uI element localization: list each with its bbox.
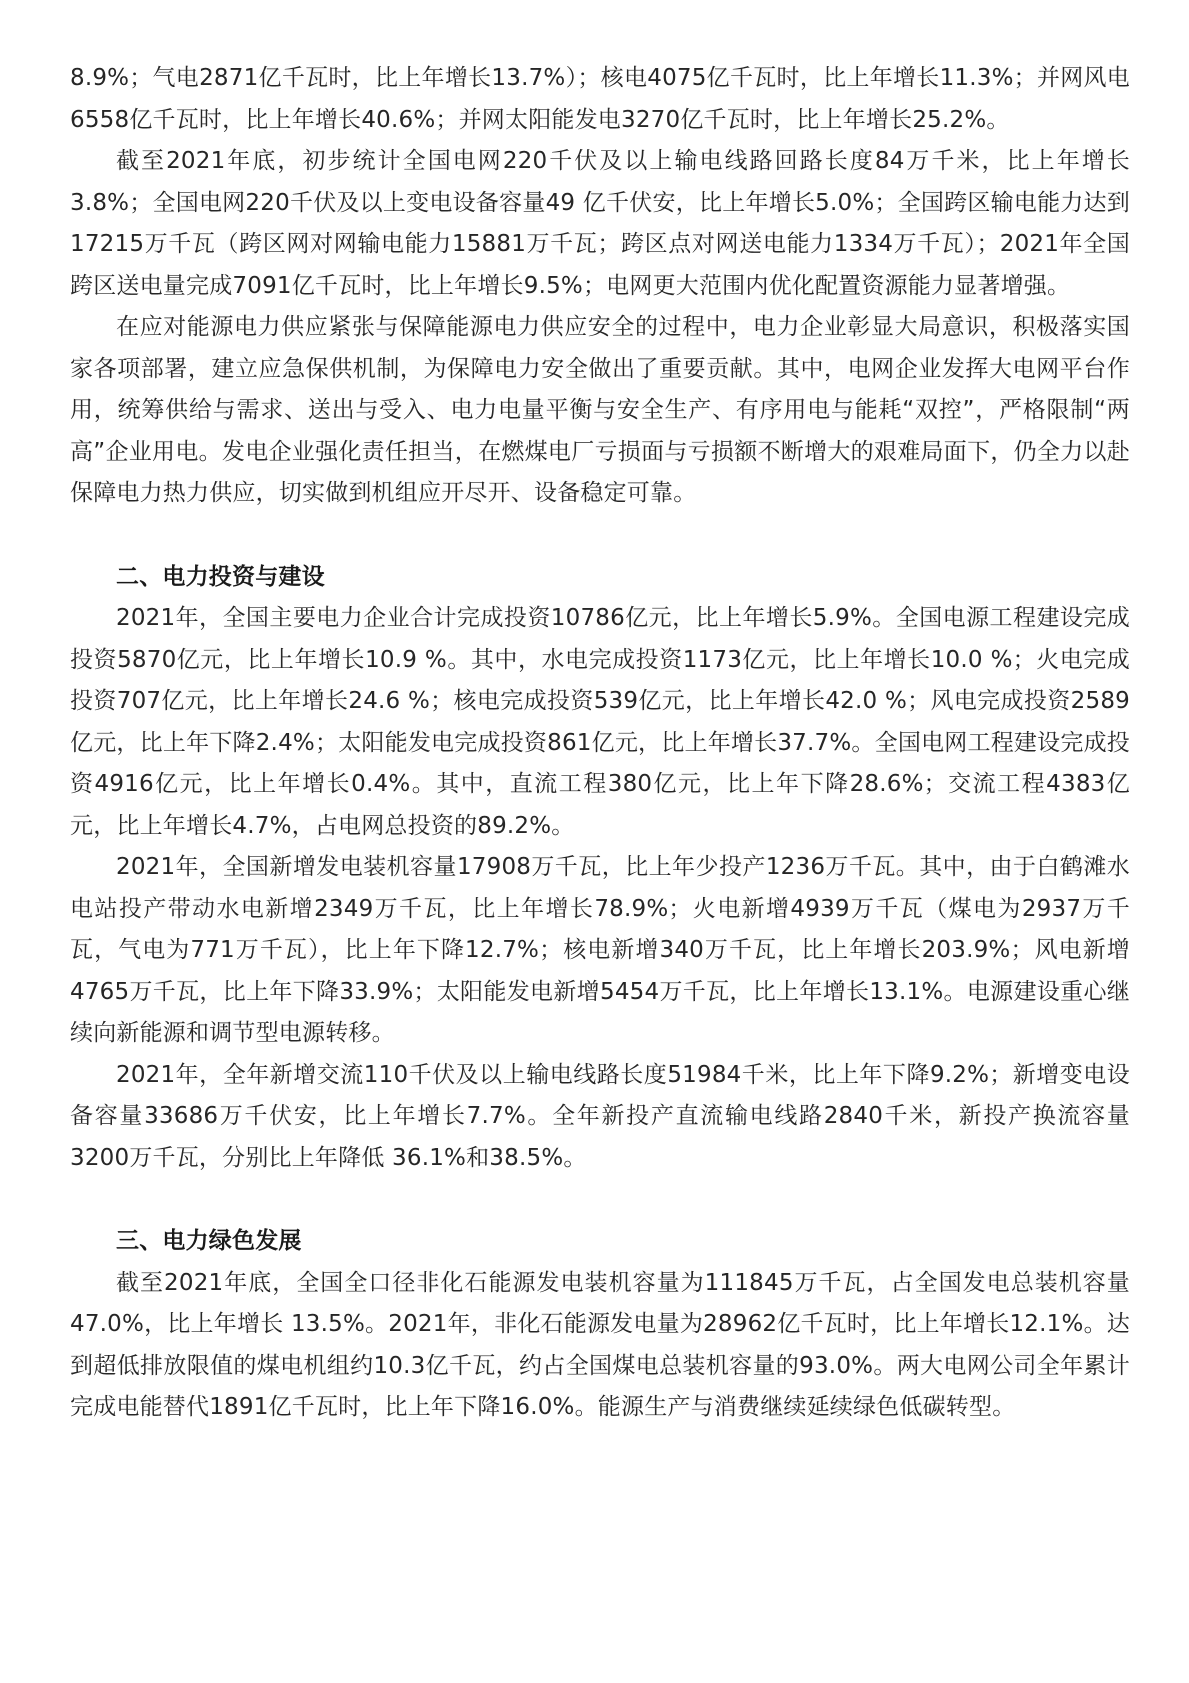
paragraph-investment: 2021年，全国主要电力企业合计完成投资10786亿元，比上年增长5.9%。全国电源工程建设完成投资5870亿元，比上年增长10.9 %。其中，水电完成投资1173亿元，比上年增长10.0 %；火电完成投资707亿元，比上年增长24.6 %；核电完成投资539亿元，比上年增长42.0 %；风电完成投资2589亿元，比上年下降2.4%；太阳能发电完成投资861亿元，比上年增长37.7%。全国电网工程建设完成投资4916亿元，比上年增长0.4%。其中，直流工程380亿元，比上年下降28.6%；交流工程4383亿元，比上年增长4.7%，占电网总投资的89.2%。: [70, 605, 1130, 839]
section-heading-investment: 二、电力投资与建设: [116, 563, 325, 590]
paragraph-generation-continued: 8.9%；气电2871亿千瓦时，比上年增长13.7%）；核电4075亿千瓦时，比上年增长11.3%；并网风电6558亿千瓦时，比上年增长40.6%；并网太阳能发电3270亿千瓦时，比上年增长25.2%。: [70, 65, 1130, 133]
paragraph-new-capacity: 2021年，全国新增发电装机容量17908万千瓦，比上年少投产1236万千瓦。其中，由于白鹤滩水电站投产带动水电新增2349万千瓦，比上年增长78.9%；火电新增4939万千瓦（煤电为2937万千瓦，气电为771万千瓦），比上年下降12.7%；核电新增340万千瓦，比上年增长203.9%；风电新增4765万千瓦，比上年下降33.9%；太阳能发电新增5454万千瓦，比上年增长13.1%。电源建设重心继续向新能源和调节型电源转移。: [70, 854, 1130, 1046]
section-heading-green-development: 三、电力绿色发展: [116, 1228, 302, 1254]
paragraph-transmission-lines: 2021年，全年新增交流110千伏及以上输电线路长度51984千米，比上年下降9.2%；新增变电设备容量33686万千伏安，比上年增长7.7%。全年新投产直流输电线路2840千米，新投产换流容量3200万千瓦，分别比上年降低 36.1%和38.5%。: [70, 1061, 1130, 1171]
section-spacer: [70, 1179, 1130, 1221]
section-spacer: [70, 515, 1130, 557]
paragraph-supply-security: 在应对能源电力供应紧张与保障能源电力供应安全的过程中，电力企业彰显大局意识，积极落实国家各项部署，建立应急保供机制，为保障电力安全做出了重要贡献。其中，电网企业发挥大电网平台作用，统筹供给与需求、送出与受入、电力电量平衡与安全生产、有序用电与能耗“双控”，严格限制“两高”企业用电。发电企业强化责任担当，在燃煤电厂亏损面与亏损额不断增大的艰难局面下，仍全力以赴保障电力热力供应，切实做到机组应开尽开、设备稳定可靠。: [70, 314, 1130, 506]
document-body: [70, 58, 1130, 1429]
paragraph-non-fossil: 截至2021年底，全国全口径非化石能源发电装机容量为111845万千瓦，占全国发电总装机容量47.0%，比上年增长 13.5%。2021年，非化石能源发电量为28962亿千瓦时，比上年增长12.1%。达到超低排放限值的煤电机组约10.3亿千瓦，约占全国煤电总装机容量的93.0%。两大电网公司全年累计完成电能替代1891亿千瓦时，比上年下降16.0%。能源生产与消费继续延续绿色低碳转型。: [70, 1269, 1130, 1420]
paragraph-grid-statistics: 截至2021年底，初步统计全国电网220千伏及以上输电线路回路长度84万千米，比上年增长3.8%；全国电网220千伏及以上变电设备容量49 亿千伏安，比上年增长5.0%；全国跨区输电能力达到17215万千瓦（跨区网对网输电能力15881万千瓦；跨区点对网送电能力1334万千瓦）；2021年全国跨区送电量完成7091亿千瓦时，比上年增长9.5%；电网更大范围内优化配置资源能力显著增强。: [70, 148, 1130, 299]
